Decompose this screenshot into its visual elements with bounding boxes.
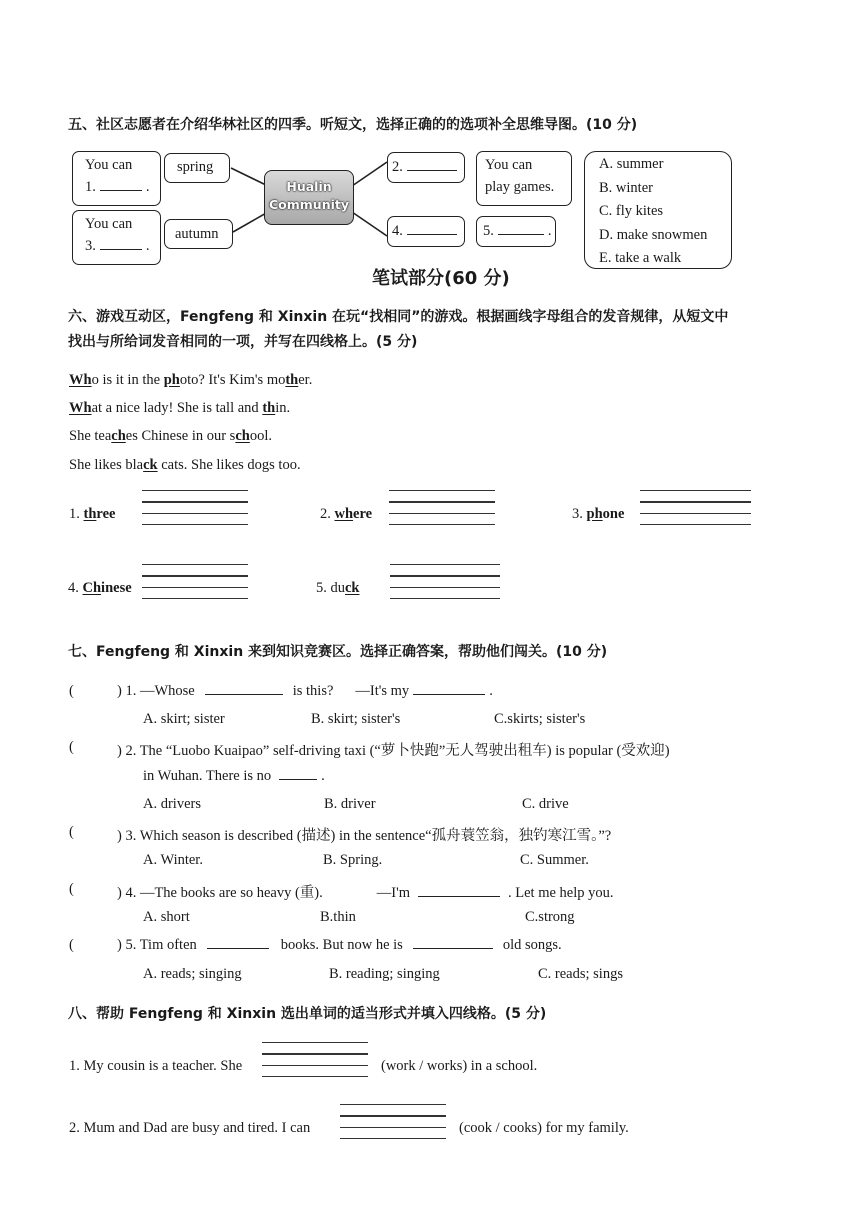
four-line-grid-2[interactable] (389, 490, 495, 535)
answer-paren-5[interactable]: ( (69, 937, 74, 953)
mindmap-center-node: Hualin Community (264, 170, 354, 225)
four-line-grid-3[interactable] (640, 490, 751, 535)
q5-blank-1[interactable] (207, 947, 269, 949)
passage-line-1: Who is it in the photo? It's Kim's mother. (69, 372, 313, 388)
q5-option-c[interactable]: C. reads; sings (538, 966, 623, 982)
mindmap-box-spring: spring (164, 153, 230, 183)
question-3: ) 3. Which season is described (描述) in the sentence“孤舟蓑笠翁，独钓寒江雪。”? (117, 828, 612, 844)
blank-3[interactable] (100, 248, 142, 250)
blank-1[interactable] (100, 189, 142, 191)
sentence-1-start: 1. My cousin is a teacher. She (69, 1058, 243, 1074)
section6-title-line1: 六、游戏互动区，Fengfeng 和 Xinxin 在玩“找相同”的游戏。根据画线字母组合的发音规律，从短文中 (68, 309, 729, 325)
answer-paren-3[interactable]: ( (69, 824, 74, 840)
q4-option-a[interactable]: A. short (143, 909, 190, 925)
item-3: 3. phone (572, 506, 625, 522)
q1-blank-1[interactable] (205, 693, 283, 695)
passage-line-4: She likes black cats. She likes dogs too. (69, 457, 301, 473)
section5-title: 五、社区志愿者在介绍华林社区的四季。听短文，选择正确的的选项补全思维导图。(10 分) (68, 117, 638, 133)
blank-4[interactable] (407, 233, 457, 235)
mindmap-box-2: 2. (387, 152, 465, 183)
q3-option-a[interactable]: A. Winter. (143, 852, 203, 868)
section8-title: 八、帮助 Fengfeng 和 Xinxin 选出单词的适当形式并填入四线格。(5 分) (68, 1006, 547, 1022)
question-2-line1: ) 2. The “Luobo Kuaipao” self-driving taxi (“萝卜快跑”无人驾驶出租车) is popular (受欢迎) (117, 743, 670, 759)
q4-blank[interactable] (418, 895, 500, 897)
mindmap-box-1: You can 1. . (72, 151, 161, 206)
four-line-grid-1[interactable] (142, 490, 248, 535)
q2-option-c[interactable]: C. drive (522, 796, 569, 812)
section6-title-line2: 找出与所给词发音相同的一项，并写在四线格上。(5 分) (68, 334, 418, 350)
sentence-2-start: 2. Mum and Dad are busy and tired. I can (69, 1120, 311, 1136)
mindmap-box-autumn: autumn (164, 219, 233, 249)
q4-option-c[interactable]: C.strong (525, 909, 575, 925)
four-line-grid-s2[interactable] (340, 1104, 446, 1149)
section7-title: 七、Fengfeng 和 Xinxin 来到知识竞赛区。选择正确答案，帮助他们闯关。(10 分) (68, 644, 608, 660)
q5-blank-2[interactable] (413, 947, 493, 949)
question-1: ) 1. —Whose is this? —It's my . (117, 683, 493, 699)
item-1: 1. three (69, 506, 116, 522)
mindmap-box-play: You can play games. (476, 151, 572, 206)
mindmap-box-4: 4. (387, 216, 465, 247)
sentence-2-end: (cook / cooks) for my family. (459, 1120, 629, 1136)
mindmap-options-box: A. summer B. winter C. fly kites D. make snowmen E. take a walk (584, 151, 732, 269)
question-5: ) 5. Tim often books. But now he is old songs. (117, 937, 562, 953)
q5-option-b[interactable]: B. reading; singing (329, 966, 440, 982)
q2-blank[interactable] (279, 778, 317, 780)
question-4: ) 4. —The books are so heavy (重). —I'm . Let me help you. (117, 885, 614, 901)
item-4: 4. Chinese (68, 580, 132, 596)
q1-option-a[interactable]: A. skirt; sister (143, 711, 225, 727)
q5-option-a[interactable]: A. reads; singing (143, 966, 242, 982)
q3-option-c[interactable]: C. Summer. (520, 852, 589, 868)
four-line-grid-4[interactable] (142, 564, 248, 609)
passage-line-2: What a nice lady! She is tall and thin. (69, 400, 291, 416)
mindmap-box-3: You can 3. . (72, 210, 161, 265)
blank-2[interactable] (407, 169, 457, 171)
question-2-line2: in Wuhan. There is no . (143, 768, 325, 784)
blank-5[interactable] (498, 233, 544, 235)
sentence-1-end: (work / works) in a school. (381, 1058, 538, 1074)
q1-option-c[interactable]: C.skirts; sister's (494, 711, 586, 727)
answer-paren-4[interactable]: ( (69, 881, 74, 897)
q3-option-b[interactable]: B. Spring. (323, 852, 383, 868)
four-line-grid-s1[interactable] (262, 1042, 368, 1087)
written-part-title: 笔试部分(60 分) (372, 268, 510, 289)
item-2: 2. where (320, 506, 373, 522)
q2-option-a[interactable]: A. drivers (143, 796, 201, 812)
q4-option-b[interactable]: B.thin (320, 909, 356, 925)
answer-paren-1[interactable]: ( (69, 683, 74, 699)
answer-paren-2[interactable]: ( (69, 739, 74, 755)
q1-blank-2[interactable] (413, 693, 485, 695)
q1-option-b[interactable]: B. skirt; sister's (311, 711, 401, 727)
item-5: 5. duck (316, 580, 360, 596)
passage-line-3: She teaches Chinese in our school. (69, 428, 272, 444)
q2-option-b[interactable]: B. driver (324, 796, 376, 812)
four-line-grid-5[interactable] (390, 564, 500, 609)
mindmap-box-5: 5. . (476, 216, 556, 247)
